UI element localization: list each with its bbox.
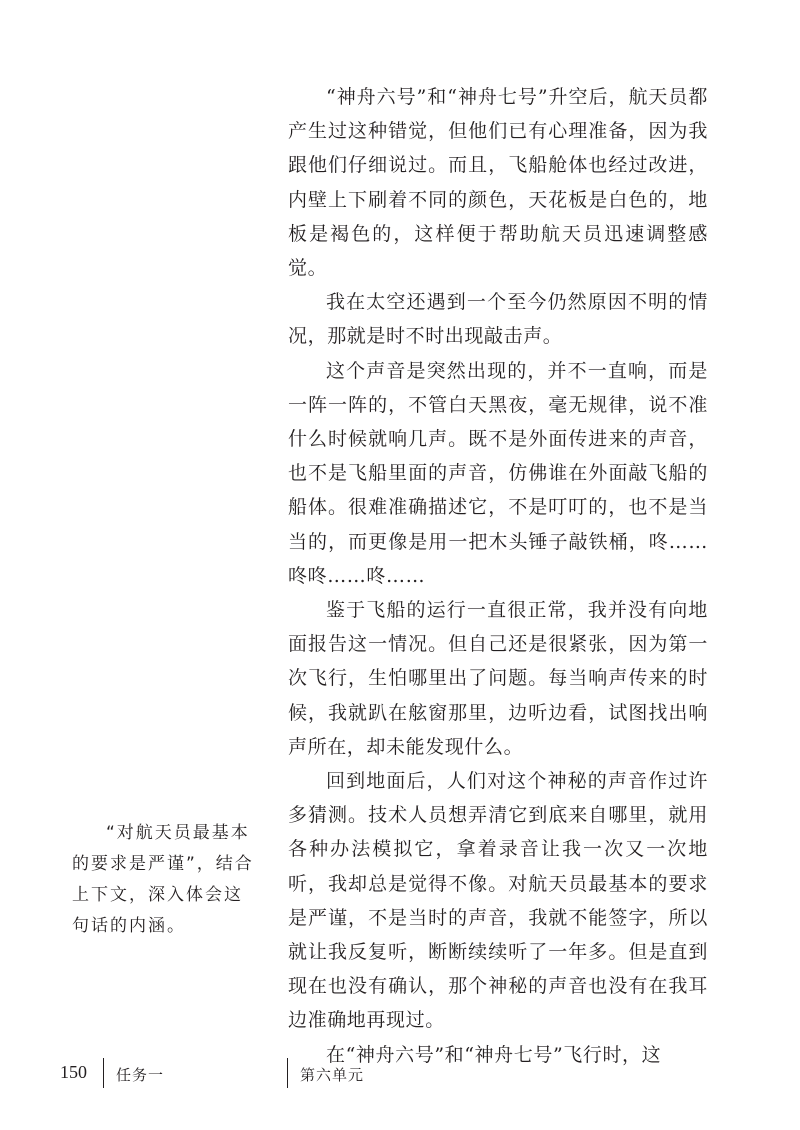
paragraph-4: 鉴于飞船的运行一直很正常，我并没有向地面报告这一情况。但自己还是很紧张，因为第一次飞行，生怕哪里出了问题。每当响声传来的时候，我就趴在舷窗那里，边听边看，试图找出响声所在，却未能发现什么。 bbox=[288, 599, 708, 758]
footer-divider bbox=[287, 1058, 288, 1088]
footer-task-label: 任务一 bbox=[116, 1066, 165, 1084]
page-number: 150 bbox=[60, 1062, 87, 1082]
page-footer bbox=[0, 1058, 800, 1098]
footer-unit-label: 第六单元 bbox=[300, 1066, 365, 1084]
paragraph-5: 回到地面后，人们对这个神秘的声音作过许多猜测。技术人员想弄清它到底来自哪里，就用各种办法模拟它，拿着录音让我一次又一次地听，我却总是觉得不像。对航天员最基本的要求是严谨，不是当时的声音，我就不能签字，所以就让我反复听，断断续续听了一年多。但是直到现在也没有确认，那个神秘的声音也没有在我耳边准确地再现过。 bbox=[288, 770, 708, 1032]
paragraph-6: 在“神舟六号”和“神舟七号”飞行时，这 bbox=[326, 1043, 662, 1066]
paragraph-1: “神舟六号”和“神舟七号”升空后，航天员都产生过这种错觉，但他们已有心理准备，因为我跟他们仔细说过。而且，飞船舱体也经过改进，内壁上下刷着不同的颜色，天花板是白色的，地板是褐色的，这样便于帮助航天员迅速调整感觉。 bbox=[288, 86, 708, 280]
paragraph-2: 我在太空还遇到一个至今仍然原因不明的情况，那就是时不时出现敲击声。 bbox=[288, 291, 708, 348]
footer-divider bbox=[103, 1058, 104, 1088]
paragraph-3: 这个声音是突然出现的，并不一直响，而是一阵一阵的，不管白天黑夜，毫无规律，说不准什么时候就响几声。既不是外面传进来的声音，也不是飞船里面的声音，仿佛谁在外面敲飞船的船体。很难准确描述它，不是叮叮的，也不是当当的，而更像是用一把木头锤子敲铁桶，咚……咚咚……咚…… bbox=[288, 359, 708, 587]
margin-study-note: “对航天员最基本的要求是严谨”，结合上下文，深入体会这句话的内涵。 bbox=[72, 823, 254, 936]
main-text-column bbox=[288, 80, 708, 1072]
